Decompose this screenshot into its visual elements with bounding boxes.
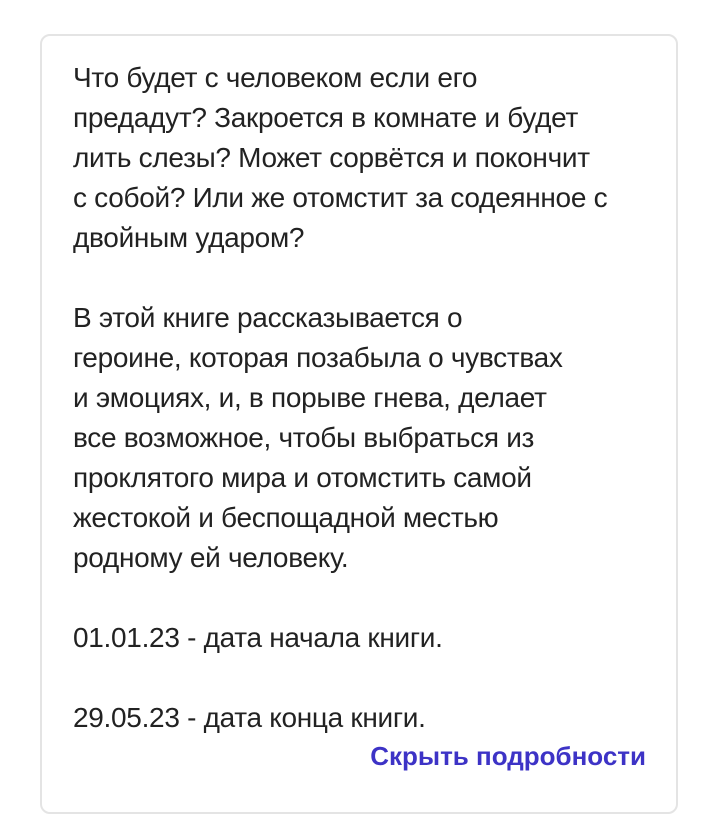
description-line: Что будет с человеком если его — [73, 62, 478, 93]
description-line: с собой? Или же отомстит за содеянное с — [73, 182, 608, 213]
description-line: все возможное, чтобы выбраться из — [73, 422, 535, 453]
description-paragraph-summary — [73, 298, 646, 578]
book-description-card — [40, 34, 678, 814]
description-line: и эмоциях, и, в порыве гнева, делает — [73, 382, 547, 413]
description-end-date — [73, 698, 646, 738]
description-line: двойным ударом? — [73, 222, 305, 253]
description-line: проклятого мира и отомстить самой — [73, 462, 532, 493]
book-description — [73, 58, 646, 738]
hide-details-button[interactable]: Скрыть подробности — [370, 736, 646, 776]
description-start-date — [73, 618, 646, 658]
description-line: В этой книге рассказывается о — [73, 302, 463, 333]
description-line: 01.01.23 - дата начала книги. — [73, 622, 443, 653]
description-line: героине, которая позабыла о чувствах — [73, 342, 563, 373]
description-line: родному ей человеку. — [73, 542, 349, 573]
description-line: жестокой и беспощадной местью — [73, 502, 499, 533]
description-line: лить слезы? Может сорвётся и покончит — [73, 142, 590, 173]
description-line: предадут? Закроется в комнате и будет — [73, 102, 579, 133]
description-paragraph-question — [73, 58, 646, 258]
description-line: 29.05.23 - дата конца книги. — [73, 702, 426, 733]
